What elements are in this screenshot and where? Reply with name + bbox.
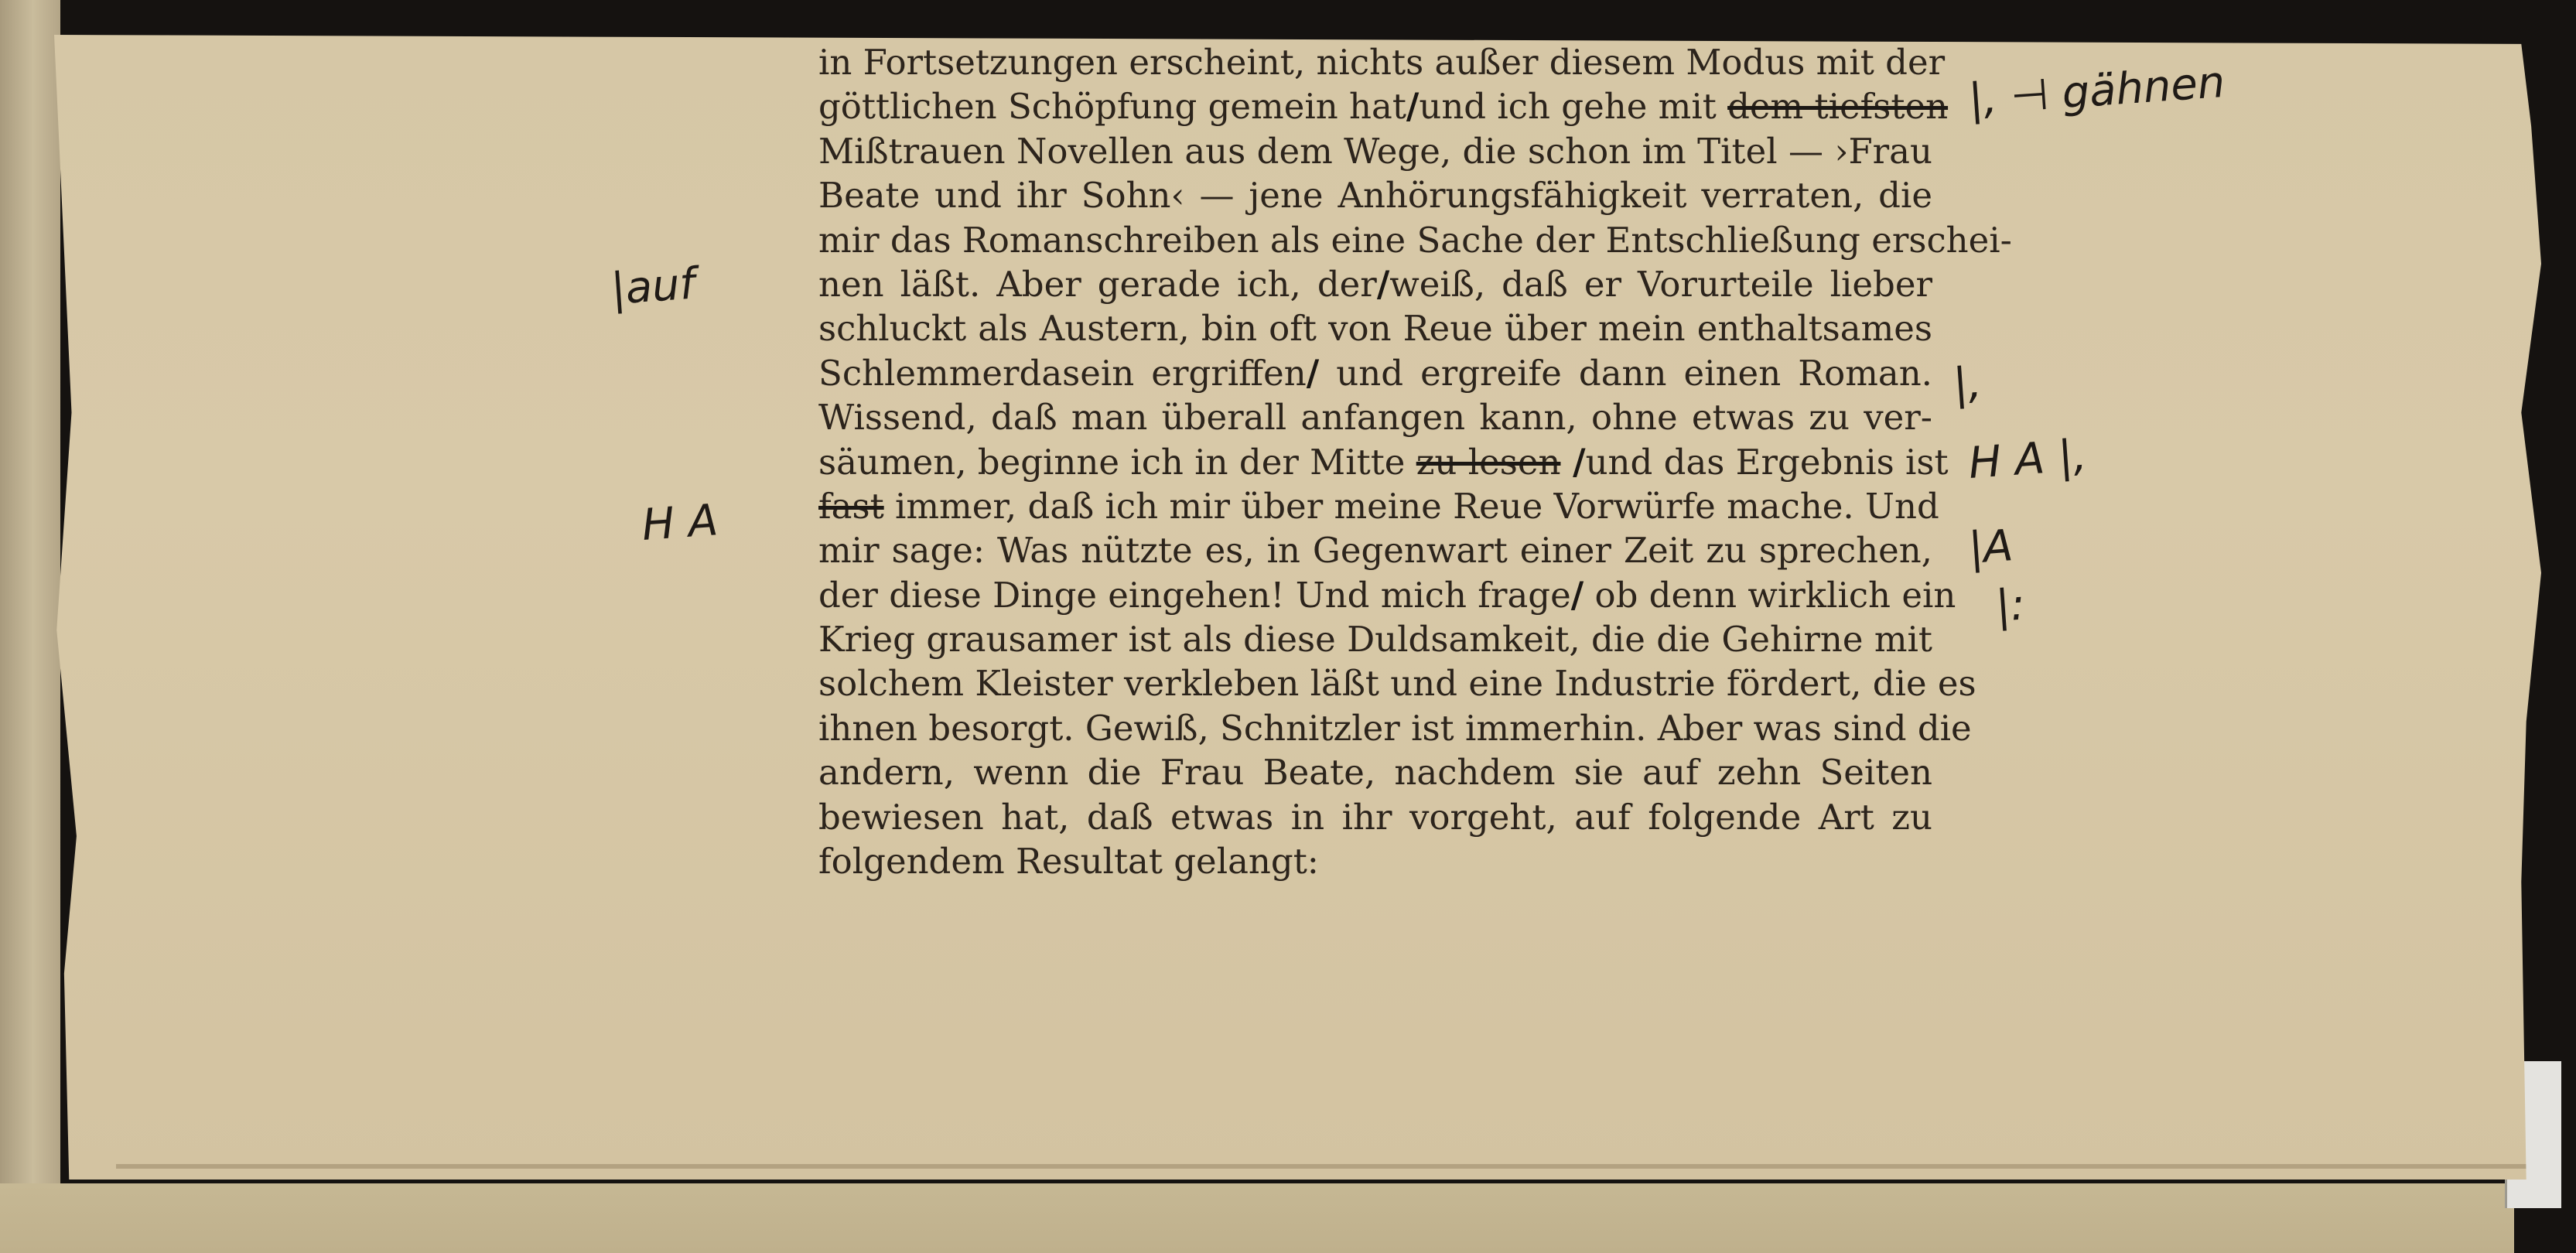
struck-text: dem tiefsten — [1727, 86, 1949, 128]
text-line-last: folgendem Resultat gelangt: — [818, 841, 1319, 883]
text-line: nen läßt. Aber gerade ich, der/weiß, daß er Vorurteile lieber — [818, 263, 1932, 305]
fold-crease — [116, 1164, 2537, 1169]
edit-mark: / — [1406, 86, 1420, 128]
left-cardboard-edge — [0, 0, 60, 1253]
text-line: mir sage: Was nützte es, in Gegenwart einer Zeit zu sprechen, — [818, 530, 1932, 572]
text-line: solchem Kleister verkleben läßt und eine Industrie fördert, die es — [818, 663, 1976, 705]
text-line: schluckt als Austern, bin oft von Reue über mein enthaltsames — [818, 308, 1932, 350]
text-line: Krieg grausamer ist als diese Duldsamkeit, die die Gehirne mit — [818, 619, 1932, 661]
text-line: ihnen besorgt. Gewiß, Schnitzler ist immerhin. Aber was sind die — [818, 707, 1972, 749]
text-line: fast immer, daß ich mir über meine Reue Vorwürfe mache. Und — [818, 485, 1939, 527]
struck-text: zu lesen — [1416, 441, 1561, 483]
text-line: Beate und ihr Sohn‹ — jene Anhörungsfähigkeit verraten, die — [818, 175, 1932, 217]
margin-note: |, ⊣ gähnen — [1966, 56, 2227, 125]
text-line: Schlemmerdasein ergriffen/ und ergreife dann einen Roman. — [818, 352, 1932, 394]
margin-note: |auf — [609, 258, 697, 315]
edit-mark: / — [1560, 441, 1586, 483]
margin-note: H A |, — [1966, 430, 2089, 489]
printed-text-block — [818, 40, 2012, 883]
edit-mark: / — [1306, 352, 1320, 394]
text-line: Mißtrauen Novellen aus dem Wege, die schon im Titel — ›Frau — [818, 130, 1932, 172]
text-line: andern, wenn die Frau Beate, nachdem sie auf zehn Seiten — [818, 752, 1932, 794]
margin-note: H A — [640, 495, 720, 551]
margin-note: |A — [1966, 521, 2015, 574]
margin-note: |, — [1951, 357, 1983, 410]
edit-mark: / — [1570, 574, 1584, 616]
text-line: göttlichen Schöpfung gemein hat/und ich gehe mit dem tiefsten — [818, 86, 1949, 128]
text-line: säumen, beginne ich in der Mitte zu lesen /und das Ergebnis ist — [818, 441, 1949, 483]
text-line: in Fortsetzungen erscheint, nichts außer diesem Modus mit der — [818, 42, 1946, 83]
text-line: der diese Dinge eingehen! Und mich frage/ ob denn wirklich ein — [818, 574, 1956, 616]
text-line: mir das Romanschreiben als eine Sache der Entschließung erschei- — [818, 219, 2012, 261]
struck-text: fast — [818, 485, 884, 527]
text-line: bewiesen hat, daß etwas in ihr vorgeht, auf folgende Art zu — [818, 796, 1932, 838]
margin-note: |: — [1993, 579, 2027, 632]
bottom-cardboard-edge — [0, 1183, 2514, 1253]
text-line: Wissend, daß man überall anfangen kann, ohne etwas zu ver- — [818, 397, 1932, 439]
edit-mark: / — [1376, 263, 1390, 305]
